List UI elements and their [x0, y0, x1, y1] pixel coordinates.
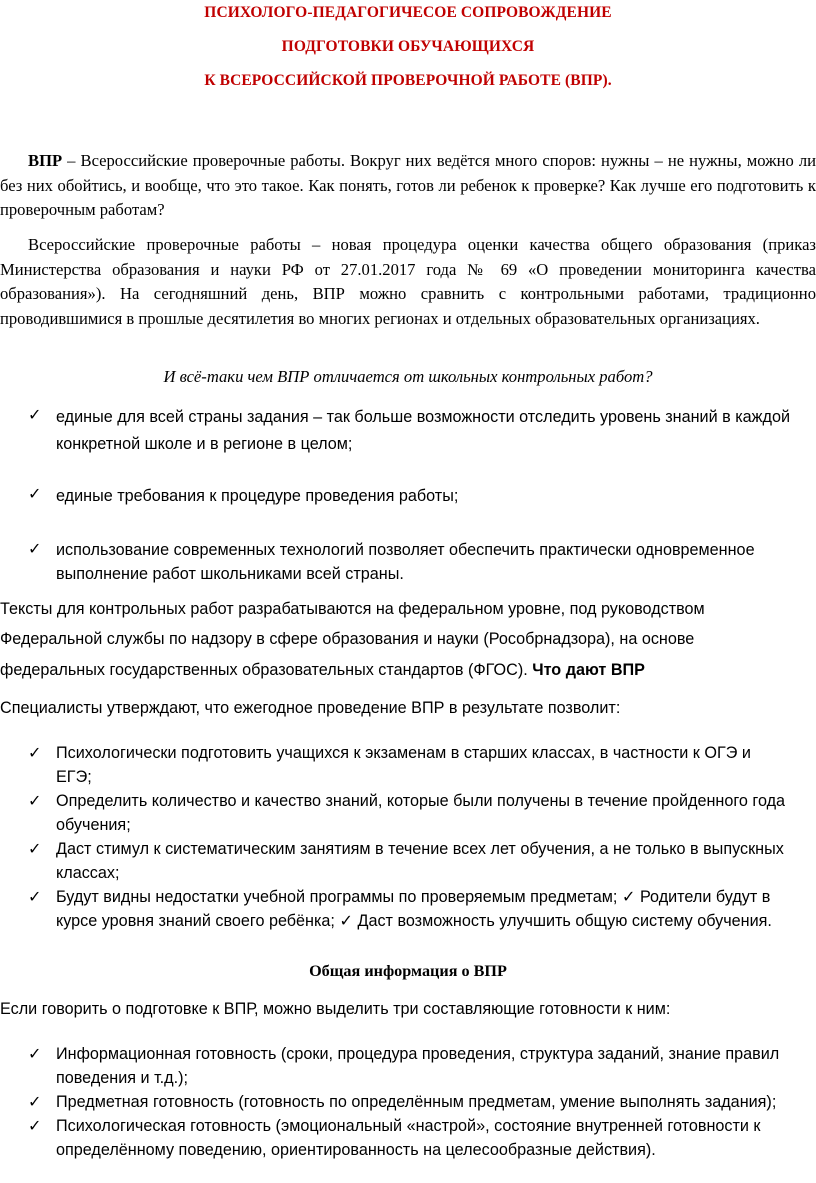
benefit-item-3-line-2: классах; [56, 863, 120, 882]
readiness-item-3-line-1: Психологическая готовность (эмоциональный «настрой», состояние внутренней готовности к [56, 1117, 761, 1135]
difference-item-3-line-2: выполнение работ школьниками всей страны. [56, 564, 404, 583]
benefit-item-4 [56, 886, 816, 933]
checkmark-icon: ✓ [28, 743, 42, 762]
readiness-item-2 [56, 1091, 816, 1115]
checkmark-icon: ✓ [28, 539, 42, 558]
difference-item-3 [56, 539, 816, 586]
general-info-heading: Общая информация о ВПР [309, 962, 507, 980]
checkmark-icon: ✓ [28, 1092, 42, 1111]
readiness-item-2-line-1: Предметная готовность (готовность по определённым предметам, умение выполнять задания); [56, 1093, 777, 1111]
readiness-intro: Если говорить о подготовке к ВПР, можно выделить три составляющие готовности к ним: [0, 1000, 671, 1018]
checkmark-icon: ✓ [28, 839, 42, 858]
benefit-item-2-line-1: Определить количество и качество знаний, которые были получены в течение пройденного года [56, 792, 786, 810]
what-vpr-gives-heading: Что дают ВПР [532, 661, 645, 679]
benefit-item-1-line-2: ЕГЭ; [56, 767, 92, 786]
benefit-item-1 [56, 742, 816, 789]
title-line-1: ПСИХОЛОГО-ПЕДАГОГИЧЕСОЕ СОПРОВОЖДЕНИЕ [204, 4, 612, 21]
difference-item-1-line-2: конкретной школе и в регионе в целом; [56, 434, 353, 453]
benefit-item-1-line-1: Психологически подготовить учащихся к экзаменам в старших классах, в частности к ОГЭ и [56, 744, 751, 762]
difference-item-3-line-1: использование современных технологий позволяет обеспечить практически одновременное [56, 541, 755, 559]
title-line-3: К ВСЕРОССИЙСКОЙ ПРОВЕРОЧНОЙ РАБОТЕ (ВПР). [204, 72, 612, 89]
checkmark-icon: ✓ [28, 484, 42, 503]
difference-item-2-line-1: единые требования к процедуре проведения работы; [56, 487, 459, 505]
benefit-item-2 [56, 790, 816, 837]
checkmark-icon: ✓ [28, 1044, 42, 1063]
checkmark-icon: ✓ [28, 887, 42, 906]
specialists-line: Специалисты утверждают, что ежегодное проведение ВПР в результате позволит: [0, 699, 621, 717]
texts-line-1: Тексты для контрольных работ разрабатываются на федеральном уровне, под руководством [0, 600, 705, 618]
intro-text: – Всероссийские проверочные работы. Вокруг них ведётся много споров: нужны – не нужны, можно ли без них обойтись, и вообще, что это такое. Как понять, готов ли ребенок к проверке? Как лучше его подготовить к проверочным работам? [0, 151, 816, 219]
checkmark-icon: ✓ [28, 1116, 42, 1135]
intro-bold-lead: ВПР [28, 151, 63, 170]
readiness-item-3-line-2: определённому поведению, ориентированность на целесообразные действия). [56, 1140, 656, 1159]
readiness-item-1-line-1: Информационная готовность (сроки, процедура проведения, структура заданий, знание правил [56, 1045, 780, 1063]
readiness-item-3 [56, 1115, 816, 1162]
checkmark-icon: ✓ [28, 791, 42, 810]
readiness-item-1-line-2: поведения и т.д.); [56, 1068, 189, 1087]
texts-line-3 [0, 661, 816, 680]
differences-question: И всё-таки чем ВПР отличается от школьных контрольных работ? [163, 367, 653, 386]
benefit-item-3-line-1: Даст стимул к систематическим занятиям в течение всех лет обучения, а не только в выпускных [56, 840, 784, 858]
checkmark-icon: ✓ [28, 405, 42, 424]
benefit-item-3 [56, 838, 816, 885]
benefit-item-2-line-2: обучения; [56, 815, 131, 834]
benefit-item-4-line-1: Будут видны недостатки учебной программы по проверяемым предметам; ✓ Родители будут в [56, 888, 771, 906]
texts-line-3-text: федеральных государственных образовательных стандартов (ФГОС). [0, 661, 533, 679]
vpr-definition-paragraph: Всероссийские проверочные работы – новая процедура оценки качества общего образования (приказ Министерства образования и науки РФ от 27.01.2017 года № 69 «О проведении мониторинга качества образования»). На сегодняшний день, ВПР можно сравнить с контрольными работами, традиционно проводившимися в прошлые десятилетия во многих регионах и отдельных образовательных организациях. [0, 235, 816, 328]
title-line-2: ПОДГОТОВКИ ОБУЧАЮЩИХСЯ [281, 38, 535, 55]
difference-item-1 [56, 406, 816, 456]
difference-item-1-line-1: единые для всей страны задания – так больше возможности отследить уровень знаний в каждой [56, 408, 790, 426]
intro-paragraph [0, 149, 816, 223]
benefit-item-4-line-2: курсе уровня знаний своего ребёнка; ✓ Даст возможность улучшить общую систему обучения. [56, 911, 772, 930]
readiness-item-1 [56, 1043, 816, 1090]
texts-line-2: Федеральной службы по надзору в сфере образования и науки (Рособрнадзора), на основе [0, 630, 695, 648]
difference-item-2 [56, 485, 816, 509]
